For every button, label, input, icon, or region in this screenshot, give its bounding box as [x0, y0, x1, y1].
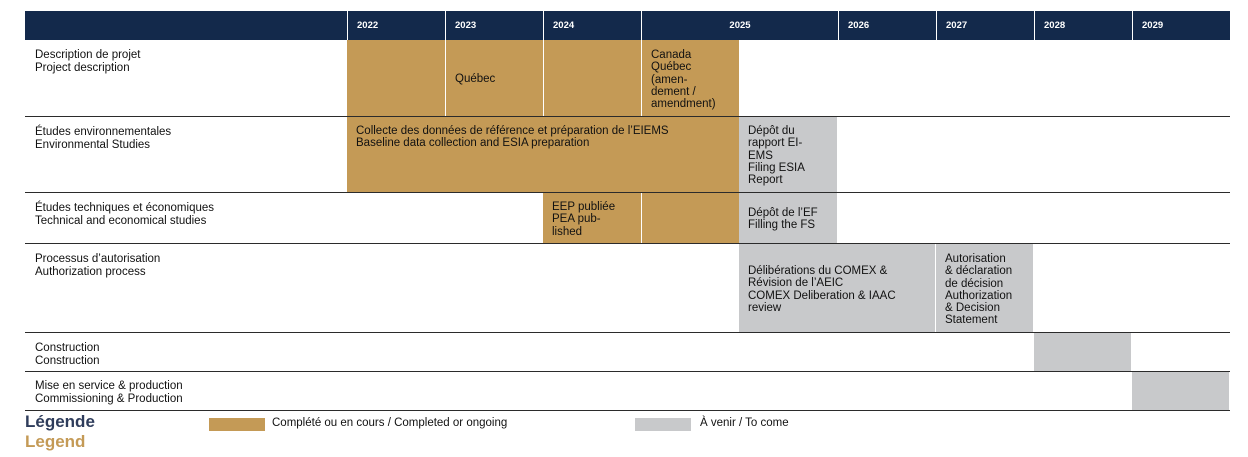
bar-text: EMS	[748, 149, 773, 162]
row-label-fr: Processus d’autorisation	[35, 253, 161, 265]
row-label	[35, 49, 140, 74]
row-label	[35, 342, 100, 367]
legend-label-to-come: À venir / To come	[700, 417, 789, 429]
row-label-fr: Mise en service & production	[35, 380, 183, 392]
legend-title-fr: Légende	[25, 412, 95, 431]
legend-title	[25, 412, 95, 452]
bar-text: COMEX Deliberation & IAAC	[748, 289, 896, 302]
row-label-fr: Construction	[35, 342, 100, 354]
row-label	[35, 380, 183, 405]
bar-text: Baseline data collection and ESIA preparation	[356, 137, 590, 150]
bar-text: (amen-	[651, 73, 688, 86]
row-technical-studies	[25, 193, 1230, 244]
year-header	[25, 11, 1230, 40]
bar-text: EEP publiée	[552, 201, 616, 213]
bar-description-2024	[543, 40, 641, 116]
row-label	[35, 126, 171, 151]
year-2025: 2025	[641, 11, 838, 40]
bar-comex-deliberation	[739, 244, 935, 332]
row-project-description	[25, 40, 1230, 117]
row-label-en: Environmental Studies	[35, 138, 151, 151]
year-2029: 2029	[1132, 11, 1230, 40]
bar-description-quebec	[445, 40, 543, 116]
bar-description-canada	[641, 40, 739, 116]
bar-text: dement /	[651, 85, 696, 98]
bar-baseline-collection	[347, 117, 739, 192]
bar-text: rapport EI-	[748, 137, 803, 150]
year-2023: 2023	[445, 11, 543, 40]
row-label-fr: Études techniques et économiques	[35, 202, 215, 214]
row-label-en: Project description	[35, 61, 130, 74]
year-2024: 2024	[543, 11, 641, 40]
row-label	[35, 253, 160, 278]
legend-label-completed: Complété ou en cours / Completed or ongoing	[272, 417, 508, 429]
bar-text: Révision de l’AEIC	[748, 277, 844, 290]
bar-text: Statement	[945, 314, 998, 327]
row-label	[35, 202, 214, 227]
row-label-fr: Études environnementales	[35, 126, 172, 138]
bar-text: Autorisation	[945, 253, 1006, 265]
row-label-en: Authorization process	[35, 265, 146, 278]
year-2028: 2028	[1034, 11, 1132, 40]
bar-text: & Decision	[945, 302, 1000, 315]
bar-text: Filling the FS	[748, 219, 816, 232]
bar-text: Délibérations du COMEX &	[748, 265, 888, 277]
row-label-en: Technical and economical studies	[35, 214, 207, 227]
bar-fs-filing	[739, 193, 837, 243]
bar-text: Report	[748, 174, 783, 187]
bar-text: Québec	[455, 73, 496, 85]
legend-title-en: Legend	[25, 432, 86, 451]
row-environmental-studies	[25, 117, 1230, 193]
row-label-fr: Description de projet	[35, 49, 141, 61]
bar-commissioning	[1132, 372, 1229, 410]
bar-text: Dépôt de l’EF	[748, 207, 818, 219]
bar-text: Collecte des données de référence et préparation de l’EIEMS	[356, 125, 669, 137]
bar-pea-published	[543, 193, 641, 243]
bar-authorization-decision	[935, 244, 1033, 332]
bar-text: PEA pub-	[552, 213, 601, 226]
bar-text: Québec	[651, 61, 692, 74]
bar-text: Canada	[651, 49, 692, 61]
bar-text: Authorization	[945, 289, 1013, 302]
row-construction	[25, 333, 1230, 372]
row-label-en: Commissioning & Production	[35, 392, 183, 405]
year-2027: 2027	[936, 11, 1034, 40]
bar-text: Filing ESIA	[748, 161, 805, 174]
legend-swatch-to-come	[635, 418, 691, 431]
bar-text: Dépôt du	[748, 125, 795, 137]
bar-text: de décision	[945, 277, 1004, 290]
bar-text: review	[748, 301, 782, 314]
bar-text: lished	[552, 225, 583, 238]
year-2022: 2022	[347, 11, 445, 40]
bar-construction	[1034, 333, 1131, 371]
bar-tech-2025	[641, 193, 739, 243]
bar-esia-filing	[739, 117, 837, 192]
row-authorization-process	[25, 244, 1230, 333]
row-label-en: Construction	[35, 354, 100, 367]
row-commissioning	[25, 372, 1230, 411]
bar-text: & déclaration	[945, 265, 1013, 278]
bar-description-2022	[347, 40, 445, 116]
bar-text: amendment)	[651, 98, 716, 111]
legend-swatch-completed	[209, 418, 265, 431]
year-2026: 2026	[838, 11, 936, 40]
